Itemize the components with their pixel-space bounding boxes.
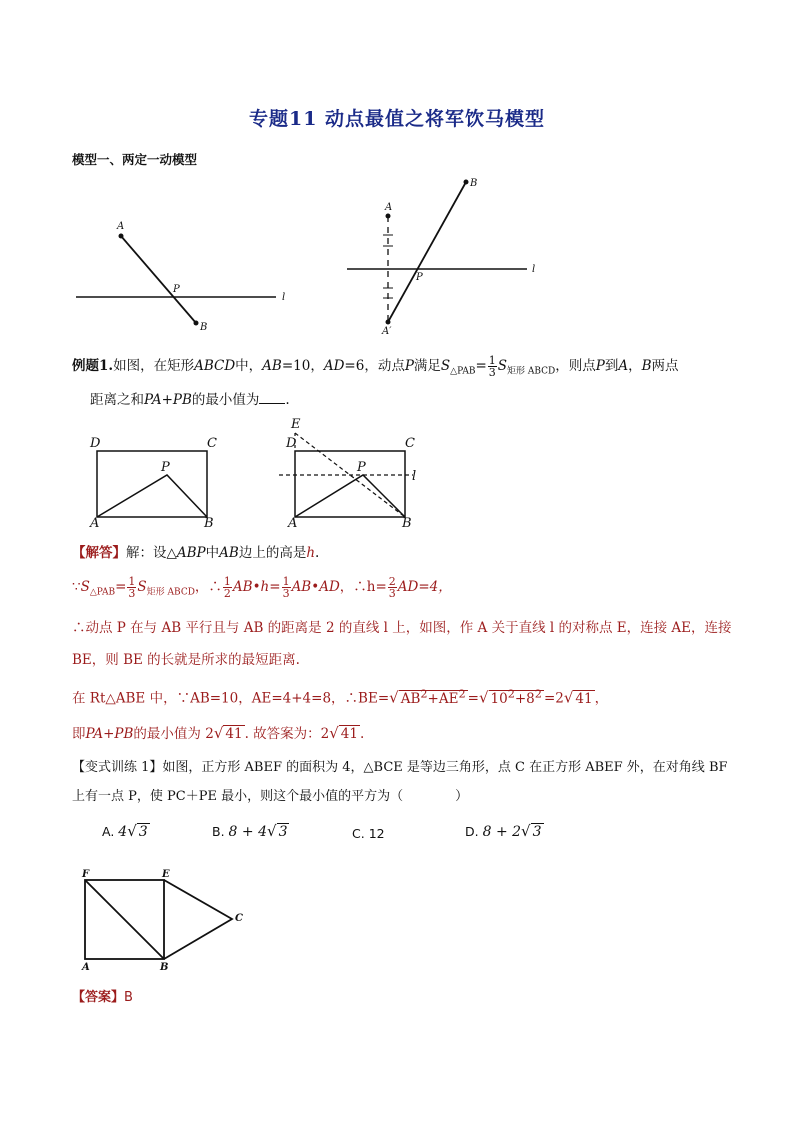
fig1-label-l: l bbox=[282, 292, 286, 303]
fig4-label-e: E bbox=[291, 417, 301, 432]
solution-line-3: ∴动点 P 在与 AB 平行且与 AB 的距离是 2 的直线 l 上，如图，作 A 关于直线 l 的对称点 E，连接 AE，连接 bbox=[72, 620, 732, 636]
fig4-label-p: P bbox=[357, 460, 366, 475]
fig2-label-a-prime: A′ bbox=[382, 326, 392, 337]
fig4-label-c: C bbox=[405, 436, 415, 451]
fig3-label-a: A bbox=[90, 516, 100, 531]
fig1-label-p: P bbox=[173, 284, 180, 295]
fig3-label-b: B bbox=[204, 516, 214, 531]
fig3-label-p: P bbox=[161, 460, 170, 475]
option-d[interactable]: D. 8 + 2√ 3 bbox=[465, 822, 542, 840]
variant-line-1: 【变式训练 1】如图，正方形 ABEF 的面积为 4，△BCE 是等边三角形，点 C 在正方形 ABEF 外，在对角线 BF bbox=[72, 760, 728, 775]
solution-line-4: BE，则 BE 的长就是所求的最短距离. bbox=[72, 652, 300, 668]
fig5-label-b: B bbox=[160, 962, 169, 973]
solution-line-6: 即PA+PB的最小值为 2√ 41 . 故答案为：2√ 41 . bbox=[72, 724, 365, 742]
solution-line-2: $\because S_{\triangle PAB}=$ $\frac{1}{3}$ $S_{矩形 ABCD}$，∴ $\frac{1}{2}$ AB•h= $\frac{1}{3}$ AB•AD，∴h= $\frac{2}{3}$ AD=4， bbox=[72, 575, 452, 600]
fig5-label-c: C bbox=[235, 913, 243, 924]
fig2-label-l: l bbox=[532, 264, 536, 275]
fig5-label-f: F bbox=[82, 869, 90, 880]
fig2-label-a: A bbox=[385, 202, 393, 213]
answer-line: 【答案】B bbox=[72, 990, 133, 1005]
fig2-label-b: B bbox=[470, 178, 478, 189]
model-heading: 模型一、两定一动模型 bbox=[72, 152, 198, 167]
option-b[interactable]: B. 8 + 4√ 3 bbox=[212, 822, 288, 840]
solution-line-5: 在 Rt△ABE 中，∵AB=10，AE=4+4=8，∴BE=√ $AB^2+AE^2$ =√ $10^2+8^2 =2√$ 41 ， bbox=[72, 687, 609, 707]
variant-line-2: 上有一点 P，使 PC＋PE 最小，则这个最小值的平方为（ ） bbox=[72, 789, 469, 804]
fig1-label-b: B bbox=[200, 322, 208, 333]
fig4-label-a: A bbox=[288, 516, 298, 531]
fig3-label-c: C bbox=[207, 436, 217, 451]
option-c[interactable]: C. 12 bbox=[352, 826, 385, 841]
example-1-line-1: 例题1.如图，在矩形ABCD中，AB=10，AD=6，动点P满足$S_{\triangle PAB}=$ $\frac{1}{3}$ $S_{矩形 ABCD}$，则点P到A，B两点 bbox=[72, 354, 679, 379]
fig2-label-p: P bbox=[416, 272, 423, 283]
fig3-label-d: D bbox=[90, 436, 101, 451]
page-title: 专题11 动点最值之将军饮马模型 bbox=[248, 108, 546, 130]
fig5-label-a: A bbox=[82, 962, 90, 973]
option-a[interactable]: A. 4√ 3 bbox=[102, 822, 148, 840]
fig4-label-d: D bbox=[286, 436, 297, 451]
solution-line-1: 【解答】解：设△ABP中AB边上的高是h. bbox=[72, 545, 320, 561]
fig4-label-l: l bbox=[412, 469, 417, 484]
example-1-line-2: 距离之和PA+PB的最小值为 . bbox=[90, 392, 290, 408]
fig5-label-e: E bbox=[162, 869, 170, 880]
fig4-label-b: B bbox=[402, 516, 412, 531]
fig1-label-a: A bbox=[117, 221, 125, 232]
